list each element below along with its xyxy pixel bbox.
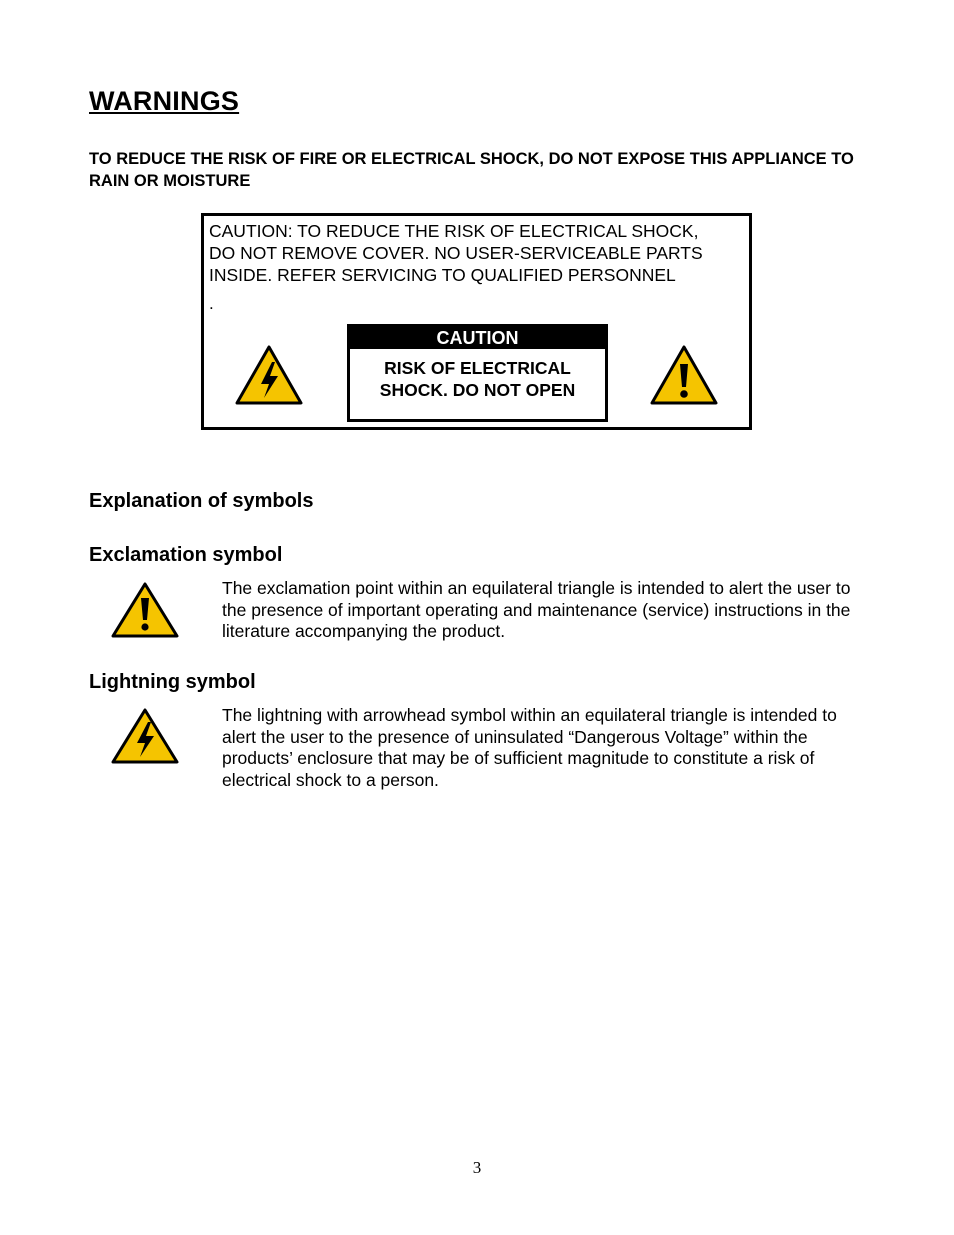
caution-label bbox=[347, 324, 608, 422]
exclamation-warning-icon bbox=[649, 344, 719, 406]
caution-box bbox=[201, 213, 752, 430]
caution-label-body: RISK OF ELECTRICAL SHOCK. DO NOT OPEN bbox=[379, 358, 576, 400]
explanation-heading: Explanation of symbols bbox=[89, 490, 314, 512]
lightning-warning-icon bbox=[234, 344, 304, 406]
caution-label-header: CAUTION bbox=[350, 327, 605, 349]
exclamation-heading: Exclamation symbol bbox=[89, 544, 283, 566]
lightning-warning-icon bbox=[110, 707, 180, 765]
exclamation-warning-icon bbox=[110, 581, 180, 639]
caution-trailing-dot: . bbox=[209, 294, 214, 313]
warning-statement: TO REDUCE THE RISK OF FIRE OR ELECTRICAL SHOCK, DO NOT EXPOSE THIS APPLIANCE TO RAIN OR MOISTURE bbox=[89, 150, 854, 190]
page-number: 3 bbox=[472, 1158, 482, 1177]
lightning-description: The lightning with arrowhead symbol within an equilateral triangle is intended to alert the user to the presence of uninsulated “Dangerous Voltage” within the products’ enclosure that may be of sufficient magnitude to constitute a risk of electrical shock to a person. bbox=[222, 705, 837, 790]
lightning-heading: Lightning symbol bbox=[89, 671, 256, 693]
caution-text: CAUTION: TO REDUCE THE RISK OF ELECTRICAL SHOCK, DO NOT REMOVE COVER. NO USER-SERVICEABLE PARTS INSIDE. REFER SERVICING TO QUALIFIED PERSONNEL bbox=[209, 221, 703, 285]
page-title: WARNINGS bbox=[89, 86, 240, 116]
exclamation-description: The exclamation point within an equilateral triangle is intended to alert the user to the presence of important operating and maintenance (service) instructions in the literature accompanying the product. bbox=[222, 578, 851, 641]
